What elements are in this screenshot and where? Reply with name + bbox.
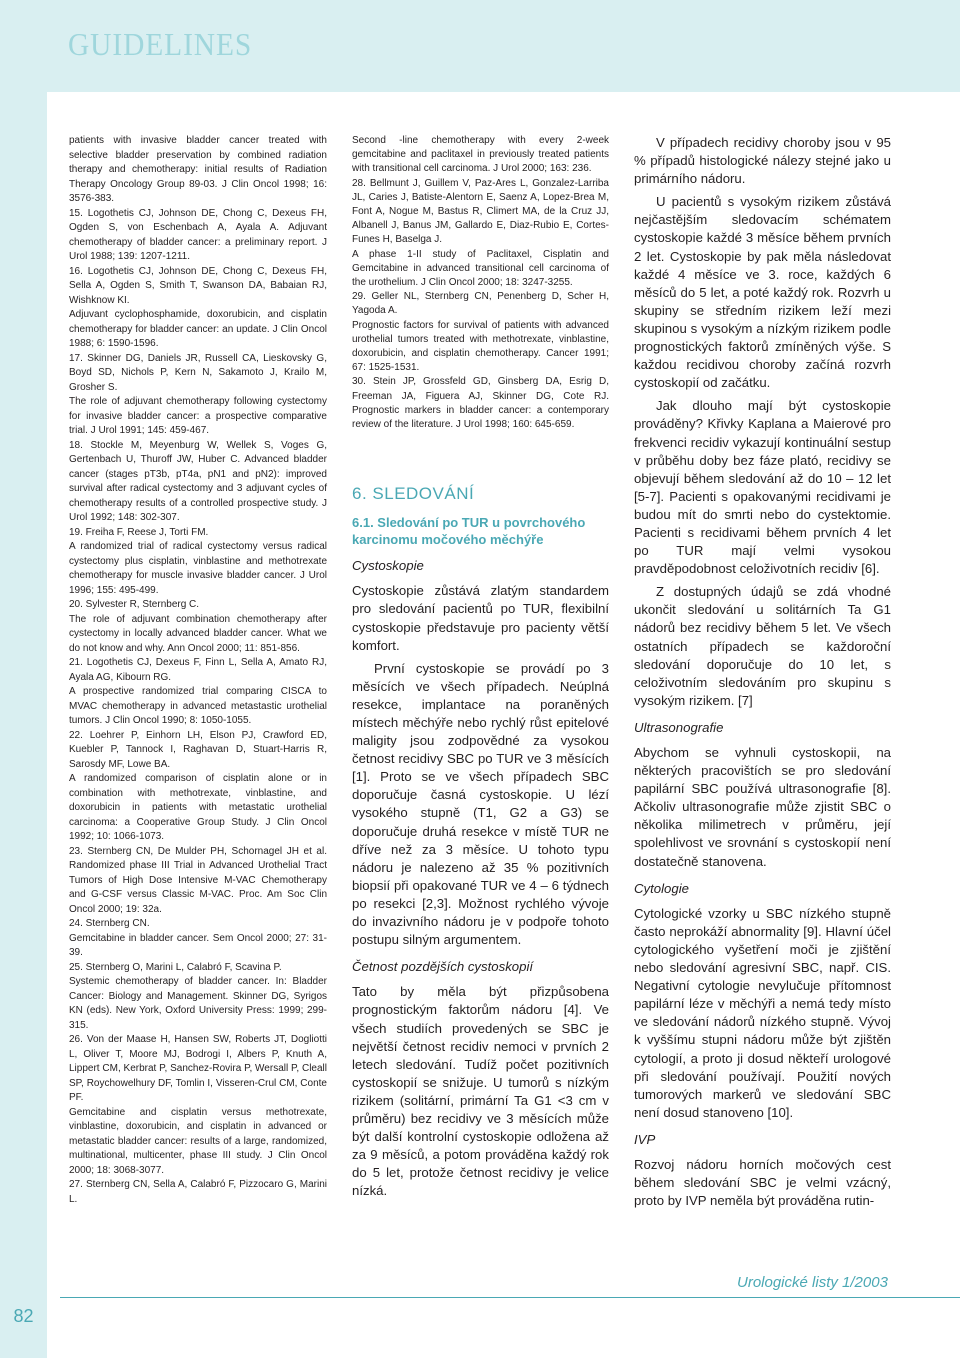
paragraph: Z dostupných údajů se zdá vhodné ukončit sledování u solitárních Ta G1 nádorů bez recidivy během 5 let. Ve všech ostatních případech se každoroční sledování doporučuje do 10 let, s celoživotním sledováním pro skupinu s vysokým rizikem. [7] [634, 584, 891, 708]
paragraph: Rozvoj nádoru horních močových cest během sledování SBC je velmi vzácný, proto by IVP neměla být prováděna rutin- [634, 1156, 891, 1209]
body-text [352, 557, 609, 1200]
paragraph: Jak dlouho mají být cystoskopie prováděny? Křivky Kaplana a Maierové pro frekvenci recidiv vykazují kontinuální sestup v průběhu doby bez fáze plató, recidivy se objevují během sledování až do 10 – 12 let [5-7]. Pacienti s opakovanými recidivami je budou mít do smrti nebo do cystektomie. Pacienti s recidivami během prvních 4 let po TUR mají velmi vysokou pravděpodobnost celoživotních recidiv [6]. [634, 398, 891, 577]
reference-entry: The role of adjuvant combination chemotherapy after cystectomy in locally advanced bladder cancer. What we do not know and why. Ann Oncol 2000; 11: 851-856. [69, 613, 327, 654]
column-2 [352, 134, 609, 1205]
reference-entry: 22. Loehrer P, Einhorn LH, Elson PJ, Crawford ED, Kuebler P, Tannock I, Raghavan D, Stuart-Harris R, Sarosdy MF, Lowe BA. [69, 729, 327, 770]
reference-entry: 15. Logothetis CJ, Johnson DE, Chong C, Dexeus FH, Ogden S, von Eschenbach A, Ayala A. Adjuvant chemotherapy of bladder cancer: a preliminary report. J Urol 1988; 139: 1207-1211. [69, 207, 327, 262]
subsubsection-heading: Cystoskopie [352, 558, 424, 574]
reference-entry: Prognostic factors for survival of patients with advanced urothelial tumors treated with methotrexate, vinblastine, doxorubicin, and cisplatin chemotherapy. Cancer 1991; 67: 1525-1531. [352, 319, 609, 374]
subsubsection-heading: IVP [634, 1131, 656, 1147]
journal-name: Urologické listy 1/2003 [737, 1274, 888, 1291]
reference-entry: Gemcitabine in bladder cancer. Sem Oncol 2000; 27: 31-39. [69, 932, 327, 958]
paragraph: Tato by měla být přizpůsobena prognostickým faktorům nádoru [4]. Ve všech studiích provedených se SBC je největší četnost recidiv nemoci v prvních 2 letech sledování. Tudíž počet pozitivních cystoskopií se snižuje. U tumorů s nízkým rizikem (solitární, primární Ta G1 <3 cm v průměru) bez recidivy ve 3 měsících může být další kontrolní cystoskopie odložena až za 9 měsíců, a potom prováděna každý rok do 5 let, protože četnost recidivy je velice nízká. [352, 984, 609, 1199]
reference-entry: 17. Skinner DG, Daniels JR, Russell CA, Lieskovsky G, Boyd SD, Nichols P, Kern N, Sakamoto J, Krailo M, Grosher S. [69, 352, 327, 393]
reference-entry: 23. Sternberg CN, De Mulder PH, Schornagel JH et al. Randomized phase III Trial in Advanced Urothelial Tract Tumors of High Dose Intensive M-VAC Chemotherapy and G-CSF versus Classic M-VAC. Proc. Am Soc Clin Oncol 2000; 19: 32a. [69, 845, 327, 915]
reference-entry: Adjuvant cyclophosphamide, doxorubicin, and cisplatin chemotherapy for bladder cancer: an update. J Clin Oncol 1988; 6: 1590-1596. [69, 309, 327, 349]
subsection-heading: 6.1. Sledování po TUR u povrchového karcinomu močového měchýře [352, 515, 586, 548]
footer-divider [60, 1297, 960, 1298]
reference-entry: Gemcitabine and cisplatin versus methotrexate, vinblastine, doxorubicin, and cisplatin in advanced or metastatic bladder cancer: results of a large, randomized, multinational, multicenter, phase III study. J Clin Oncol 2000; 18: 3068-3077. [69, 1106, 327, 1176]
subsubsection-heading: Cytologie [634, 880, 689, 896]
reference-entry: Systemic chemotherapy of bladder cancer. In: Bladder Cancer: Biology and Management. Skinner DG, Syrigos KN (eds). New York, Oxford University Press: 1999; 299-315. [69, 976, 327, 1031]
reference-entry: 29. Geller NL, Sternberg CN, Penenberg D, Scher H, Yagoda A. [352, 291, 609, 317]
page-number: 82 [13, 1306, 34, 1326]
paragraph: Cytologické vzorky u SBC nízkého stupně často neprokáží abnormality [9]. Hlavní účel cytologického vyšetření moči je zjištění nebo sledování agresivní SBC, např. CIS. Negativní cytologie nevylučuje přítomnost papilární léze v měchýři a nemá tedy místo ve sledování nádorů nízkého stupně. Vývoj k vyššímu stupni nádoru může být zjištěn cytologií, a proto ji dosud někteří urologové při sledování používají. Použití nových tumorových markerů ve sledování SBC není dosud stanoveno [10]. [634, 905, 891, 1120]
reference-entry: A randomized trial of radical cystectomy versus radical cystectomy plus cisplatin, vinblastine and methotrexate chemotherapy for muscle invasive bladder cancer. J Urol 1996; 155: 495-499. [69, 541, 327, 596]
header-band [0, 0, 960, 92]
reference-entry: A prospective randomized trial comparing CISCA to MVAC chemotherapy in advanced metastastic urothelial tumors. J Clin Oncol 1990; 8: 1050-1055. [69, 686, 327, 726]
reference-entry: 25. Sternberg O, Marini L, Calabró F, Scavina P. [69, 961, 282, 973]
reference-entry: The role of adjuvant chemotherapy following cystectomy for invasive bladder cancer: a prospective comparative trial. J Urol 1991; 145: 459-467. [69, 396, 327, 436]
section-heading: 6. SLEDOVÁNÍ [352, 484, 475, 504]
paragraph: V případech recidivy choroby jsou v 95 % případů histologické nálezy stejné jako u primárního nádoru. [634, 135, 891, 187]
reference-entry: 30. Stein JP, Grossfeld GD, Ginsberg DA, Esrig D, Freeman JA, Figuera AJ, Skinner DG, Cote RJ. Prognostic markers in bladder cancer: a contemporary review of the literature. J Urol 1998; 160: 645-659. [352, 376, 609, 431]
reference-entry: 27. Sternberg CN, Sella A, Calabró F, Pizzocaro G, Marini L. [69, 1179, 327, 1205]
page-title: GUIDELINES [68, 26, 253, 62]
subsubsection-heading: Četnost pozdějších cystoskopií [352, 959, 534, 975]
column-3 [634, 134, 891, 1215]
reference-entry: 16. Logothetis CJ, Johnson DE, Chong C, Dexeus FH, Sella A, Ogden S, Smith T, Swanson DA, Babaian RJ, Wishknow KI. [69, 265, 327, 306]
left-rail [0, 92, 47, 1358]
reference-entry: 26. Von der Maase H, Hansen SW, Roberts JT, Dogliotti L, Oliver T, Moore MJ, Bodrogi I, Albers P, Knuth A, Lippert CM, Kerbrat P, Sanchez-Rovira P, Wersall P, Cleall SP, Roychowelhury DF, Tomlin I, Visseren-Crul CM, Conte PF. [69, 1034, 327, 1103]
column-references-1 [69, 134, 327, 1207]
paragraph: U pacientů s vysokým rizikem zůstává nejčastějším sledovacím schématem cystoskopie každé 3 měsíce během prvních 2 let. Cystoskopie by pak měla následovat každé 4 měsíce ve 3. roce, každých 6 měsíců do 5 let, a poté každý rok. Rozvrh u skupiny se středním rizikem leží mezi skupinou s vysokým a nízkým rizikem podle prognostických faktorů zmíněných výše. S každou recidivou choroby začíná rozvrh cystoskopií od začátku. [634, 194, 891, 391]
paragraph: Cystoskopie zůstává zlatým standardem pro sledování pacientů po TUR, flexibilní cystoskopie představuje pro pacienty větší komfort. [352, 583, 609, 653]
reference-entry: Second -line chemotherapy with every 2-week gemcitabine and paclitaxel in previously treated patients with transitional cell carcinoma. J Urol 2000; 163: 236. [352, 135, 609, 175]
references-continued [352, 134, 609, 432]
paragraph: První cystoskopie se provádí po 3 měsících ve všech případech. Neúplná resekce, implantace na poraněných místech měchýře nebo rychlý růst epitelové maligity jsou zodpovědné za vysokou četnost recidivy SBC po TUR ve 3 měsících [1]. Proto se ve všech případech SBC doporučuje časná cystoskopie. U lézí vysokého stupně (T1, G2 a G3) se doporučuje druhá resekce v místě TUR ne dříve než za 3 měsíce. U tohoto typu nádoru je nalezeno až 35 % pozitivních biopsií při opakované TUR ve 4 – 6 týdnech po resekci [2,3]. Možnost rychlého vývoje do invazivního nádoru je v podpoře tohoto postupu silným argumentem. [352, 660, 609, 948]
reference-entry: 19. Freiha F, Reese J, Torti FM. [69, 526, 209, 538]
reference-entry: 24. Sternberg CN. [69, 918, 150, 929]
reference-entry: patients with invasive bladder cancer treated with selective bladder preservation by combined radiation therapy and chemotherapy: initial results of Radiation Therapy Oncology Group 89-03. J Clin Oncol 1998; 16: 3576-383. [69, 135, 327, 204]
reference-entry: 20. Sylvester R, Sternberg C. [69, 599, 200, 610]
reference-entry: 18. Stockle M, Meyenburg W, Wellek S, Voges G, Gertenbach U, Thuroff JW, Huber C. Advanced bladder cancer (stages pT3b, pT4a, pN1 and pN2): improved survival after radical cystectomy and 3 adjuvant cycles of chemotherapy results of a controlled prospective study. J Urol 1992; 148: 302-307. [69, 439, 327, 523]
paragraph: Abychom se vyhnuli cystoskopii, na některých pracovištích se pro sledování papilární SBC používá ultrasonografie [8]. Ačkoliv ultrasonografie může zjistit SBC o několika milimetrech v průměru, její spolehlivost ve srovnání s cystoskopií není dostatečně stanovena. [634, 745, 891, 869]
reference-entry: A phase 1-II study of Paclitaxel, Cisplatin and Gemcitabine in advanced transitional cell carcinoma of the urothelium. J Clin Oncol 2000; 18: 3247-3255. [352, 248, 609, 289]
reference-entry: A randomized comparison of cisplatin alone or in combination with methotrexate, vinblastine, and doxorubicin in patients with metastatic urothelial carcinoma: a Cooperative Group Study. J Clin Oncol 1992; 10: 1066-1073. [69, 773, 327, 842]
reference-entry: 28. Bellmunt J, Guillem V, Paz-Ares L, Gonzalez-Larriba JL, Caries J, Batiste-Alentorn E, Saenz A, Lopez-Brea M, Font A, Nogue M, Bastus R, Climert MA, de la Cruz JJ, Albanell J, Banus JM, Gallardo E, Diaz-Rubio E, Cortes-Funes H, Baselga J. [352, 177, 609, 246]
reference-entry: 21. Logothetis CJ, Dexeus F, Finn L, Sella A, Amato RJ, Ayala AG, Kibourn RG. [69, 657, 327, 683]
subsubsection-heading: Ultrasonografie [634, 719, 724, 735]
